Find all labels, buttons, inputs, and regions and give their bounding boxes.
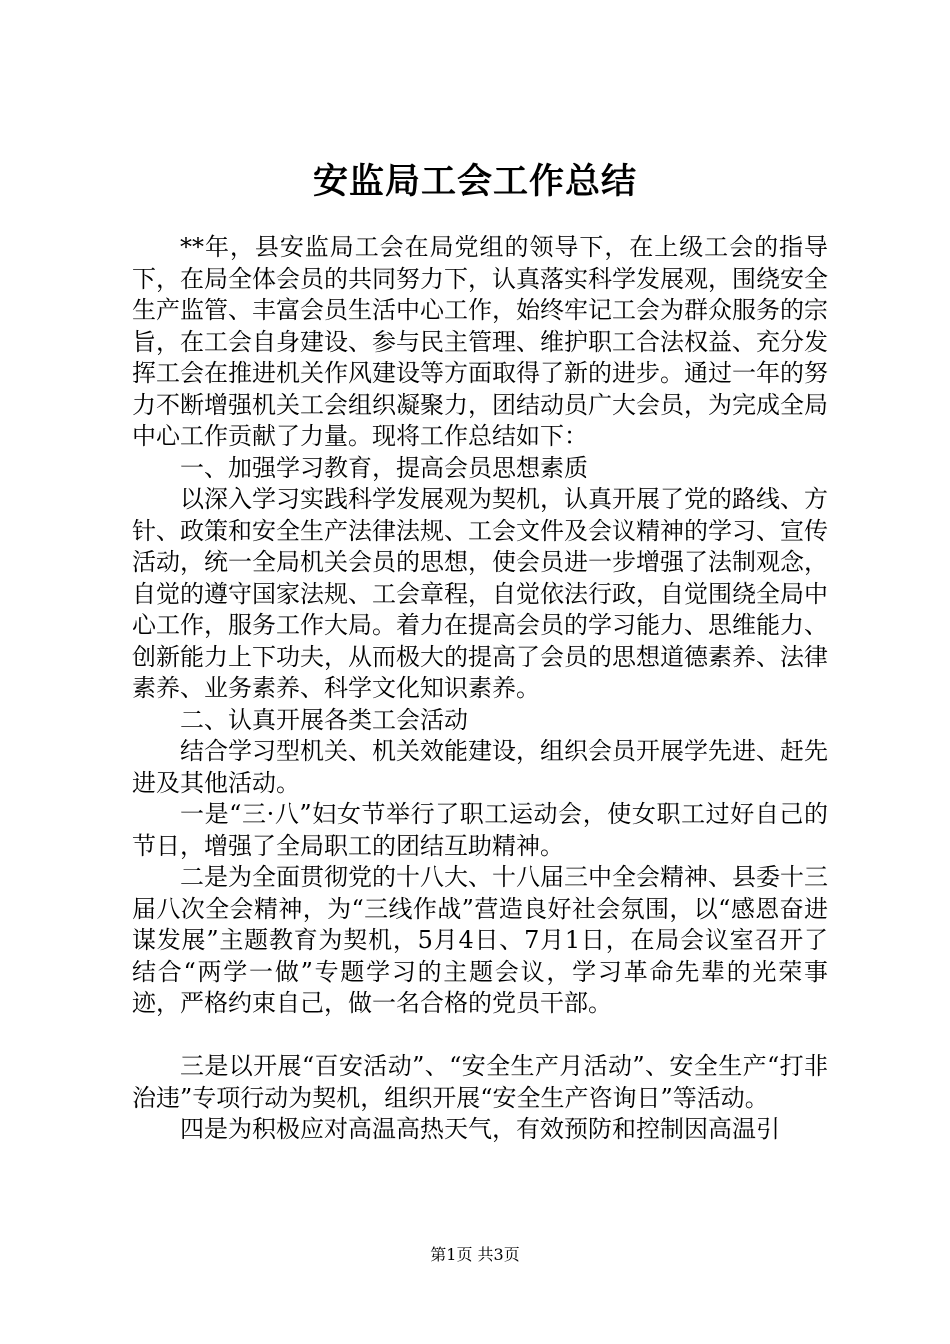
paragraph-item-1: 一是“三·八”妇女节举行了职工运动会，使女职工过好自己的节日，增强了全局职工的团结互助精神。 [132,800,828,860]
document-body [132,232,828,1146]
paragraph-intro: **年，县安监局工会在局党组的领导下，在上级工会的指导下，在局全体会员的共同努力下，认真落实科学发展观，围绕安全生产监管、丰富会员生活中心工作，始终牢记工会为群众服务的宗旨，在工会自身建设、参与民主管理、维护职工合法权益、充分发挥工会在推进机关作风建设等方面取得了新的进步。通过一年的努力不断增强机关工会组织凝聚力，团结动员广大会员，为完成全局中心工作贡献了力量。现将工作总结如下： [132,233,828,450]
paragraph-section-1: 以深入学习实践科学发展观为契机，认真开展了党的路线、方针、政策和安全生产法律法规、工会文件及会议精神的学习、宣传活动，统一全局机关会员的思想，使会员进一步增强了法制观念，自觉的遵守国家法规、工会章程，自觉依法行政，自觉围绕全局中心工作，服务工作大局。着力在提高会员的学习能力、思维能力、创新能力上下功夫，从而极大的提高了会员的思想道德素养、法律素养、业务素养、科学文化知识素养。 [132,485,828,702]
paragraph-item-3: 三是以开展“百安活动”、“安全生产月活动”、安全生产“打非治违”专项行动为契机，组织开展“安全生产咨询日”等活动。 [132,1052,828,1112]
paragraph-section-2: 结合学习型机关、机关效能建设，组织会员开展学先进、赶先进及其他活动。 [132,737,828,797]
section-heading-1: 一、加强学习教育，提高会员思想素质 [180,453,588,482]
section-heading-2: 二、认真开展各类工会活动 [180,705,468,734]
document-title: 安监局工会工作总结 [312,161,637,202]
paragraph-item-2: 二是为全面贯彻党的十八大、十八届三中全会精神、县委十三届八次全会精神，为“三线作战”营造良好社会氛围，以“感恩奋进谋发展”主题教育为契机，5月4日、7月1日，在局会议室召开了结合“两学一做”专题学习的主题会议，学习革命先辈的光荣事迹，严格约束自己，做一名合格的党员干部。 [132,863,828,1017]
paragraph-item-4: 四是为积极应对高温高热天气，有效预防和控制因高温引 [180,1115,780,1143]
page-number-footer: 第1页 共3页 [430,1245,520,1264]
